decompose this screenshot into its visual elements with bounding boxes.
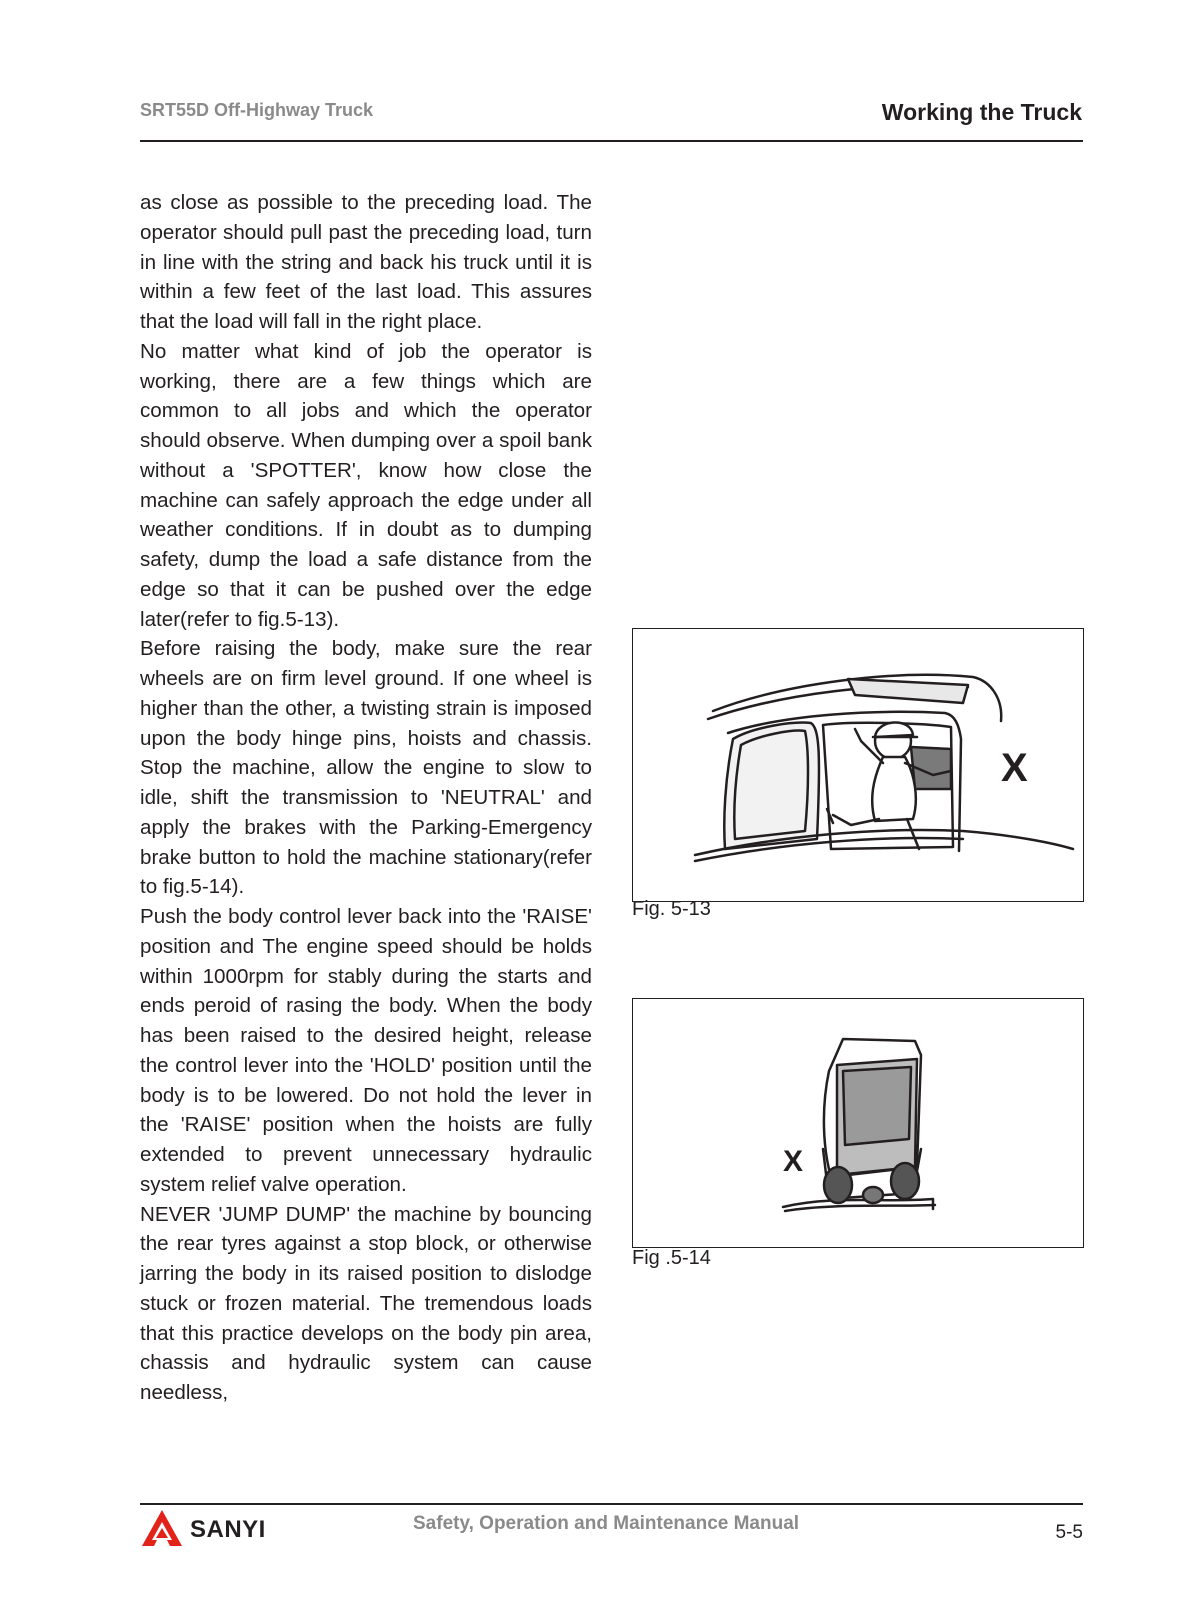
figure-5-14 <box>632 998 1084 1248</box>
body-paragraph-3: Before raising the body, make sure the rear wheels are on firm level ground. If one wheel is higher than the other, a twisting strain is imposed upon the body hinge pins, hoists and chassis. Stop the machine, allow the engine to slow to idle, shift the transmission to 'NEUTRAL' and apply the brakes with the Parking-Emergency brake button to hold the machine stationary(refer to fig.5-14). <box>140 637 592 899</box>
footer-divider <box>140 1503 1083 1505</box>
brand-logo-icon <box>140 1508 184 1552</box>
footer-manual-title: Safety, Operation and Maintenance Manual <box>413 1513 800 1534</box>
body-paragraph-4: Push the body control lever back into the 'RAISE' position and The engine speed should be holds within 1000rpm for stably during the starts and ends peroid of rasing the body. When the body has been raised to the desired height, release the control lever into the 'HOLD' position until the body is to be lowered. Do not hold the lever in the 'RAISE' position when the hoists are fully extended to prevent unnecessary hydraulic system relief valve operation. <box>140 905 592 1196</box>
brand-logo-text: SANYI <box>190 1516 266 1543</box>
fig-5-14-warning-mark: X <box>783 1145 804 1178</box>
body-paragraph-1: as close as possible to the preceding load. The operator should pull past the preceding load, turn in line with the string and back his truck until it is within a few feet of the last load. This assures that the load will fall in the right place. <box>140 191 592 333</box>
figure-5-13 <box>632 628 1084 902</box>
body-text-column <box>140 188 592 1408</box>
fig-5-13-warning-mark: X <box>1001 746 1028 790</box>
header-section-title: Working the Truck <box>881 99 1082 125</box>
figure-5-13-caption: Fig. 5-13 <box>632 898 711 920</box>
cab-entry-illustration <box>633 629 1083 901</box>
body-paragraph-5: NEVER 'JUMP DUMP' the machine by bouncing the rear tyres against a stop block, or otherwise jarring the body in its raised position to dislodge stuck or frozen material. The tremendous loads that this practice develops on the body pin area, chassis and hydraulic system can cause needless, <box>140 1202 592 1404</box>
figure-5-14-caption: Fig .5-14 <box>632 1247 711 1269</box>
brand-logo <box>140 1508 290 1552</box>
body-paragraph-2: No matter what kind of job the operator is working, there are a few things which are common to all jobs and which the operator should observe. When dumping over a spoil bank without a 'SPOTTER', know how close the machine can safely approach the edge under all weather conditions. If in doubt as to dumping safety, dump the load a safe distance from the edge so that it can be pushed over the edge later(refer to fig.5-13). <box>140 339 592 631</box>
tilted-truck-illustration <box>633 999 1083 1247</box>
page-number: 5-5 <box>1055 1522 1083 1543</box>
header-document-title: SRT55D Off-Highway Truck <box>140 100 374 120</box>
header-divider <box>140 140 1083 142</box>
